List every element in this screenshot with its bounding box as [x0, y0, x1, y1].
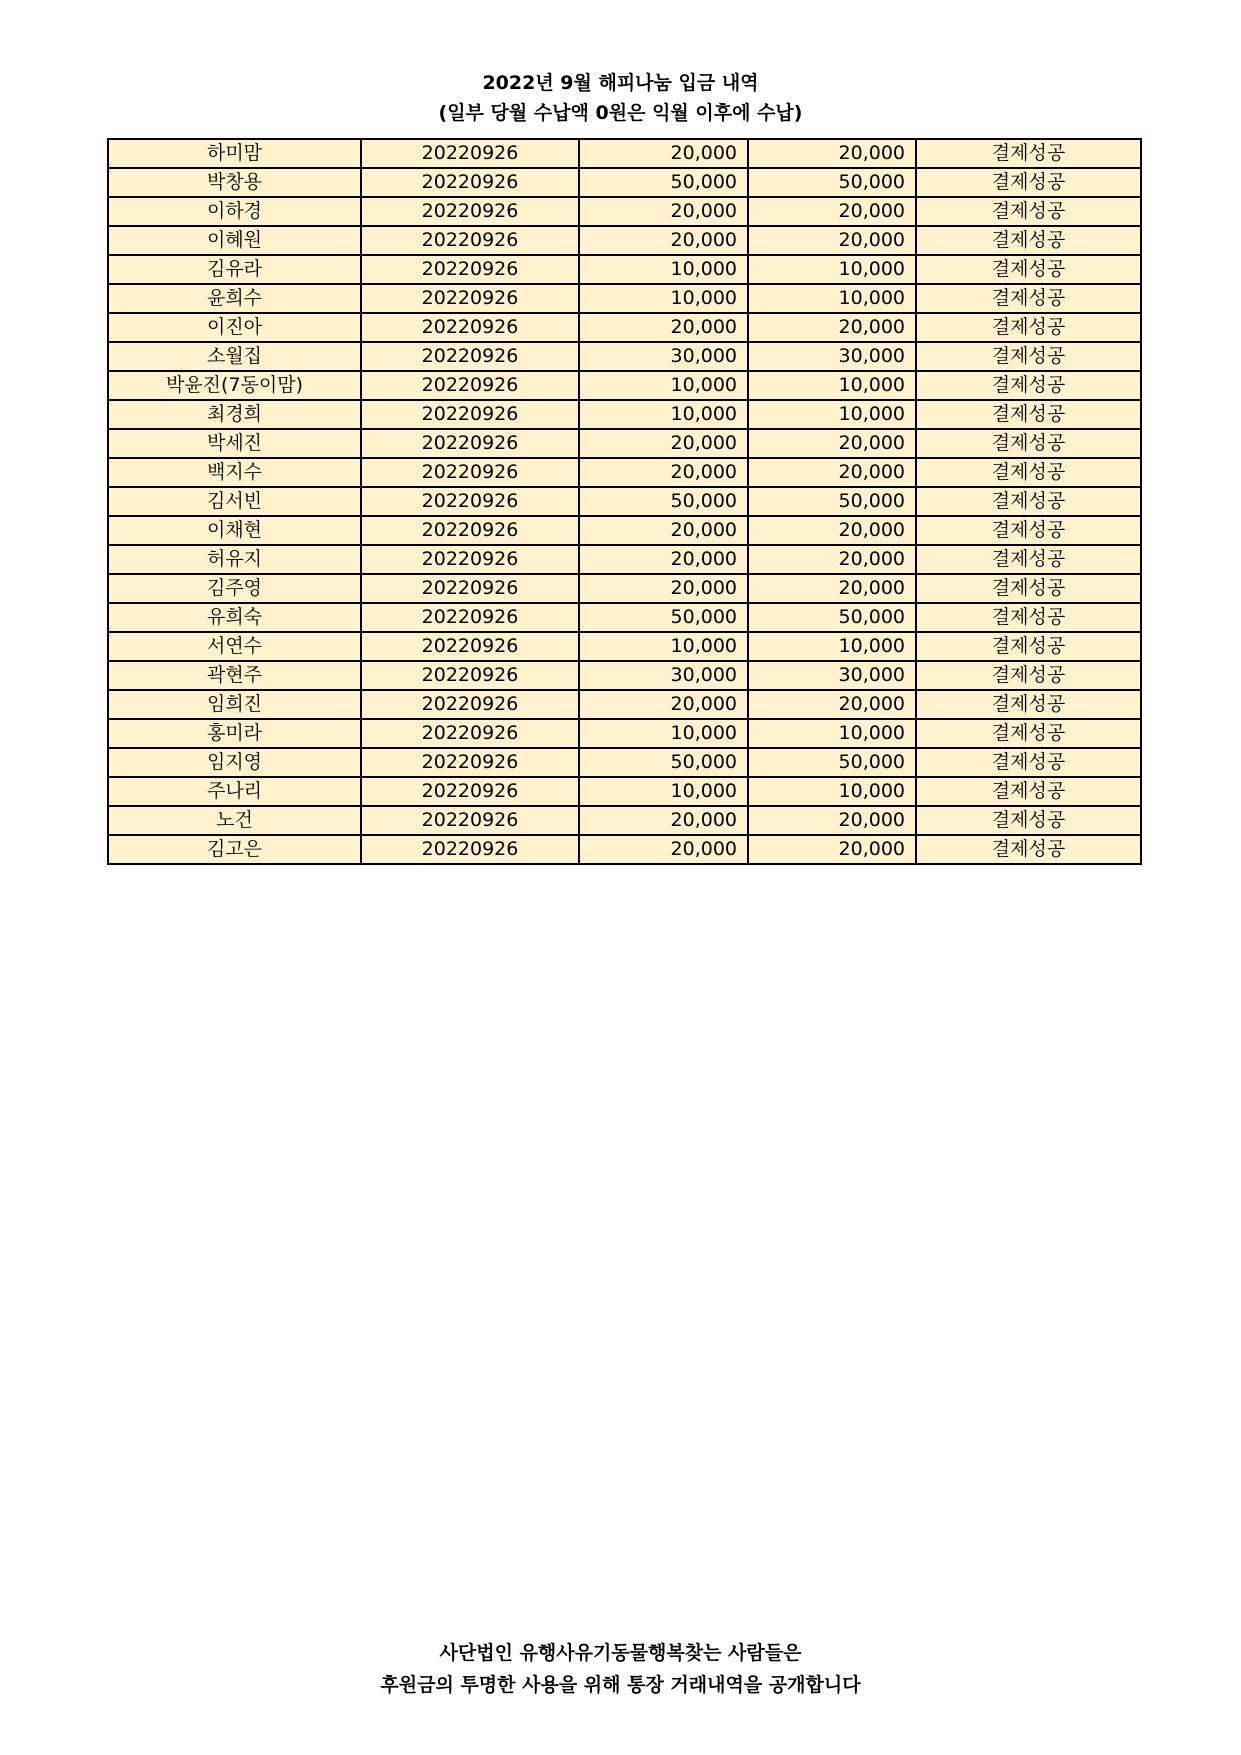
payment-status-cell: 결제성공 [916, 748, 1141, 777]
payment-status-cell: 결제성공 [916, 168, 1141, 197]
donor-name-cell: 김서빈 [108, 487, 361, 516]
donor-name-cell: 김주영 [108, 574, 361, 603]
pledged-amount-cell: 20,000 [579, 516, 748, 545]
deposit-date-cell: 20220926 [361, 690, 579, 719]
deposit-date-cell: 20220926 [361, 139, 579, 168]
table-row [108, 168, 1141, 197]
pledged-amount-cell: 20,000 [579, 574, 748, 603]
donor-name-cell: 이하경 [108, 197, 361, 226]
pledged-amount-cell: 20,000 [579, 806, 748, 835]
received-amount-cell: 10,000 [748, 719, 916, 748]
received-amount-cell: 10,000 [748, 284, 916, 313]
footer-line-2: 후원금의 투명한 사용을 위해 통장 거래내역을 공개합니다 [380, 1674, 861, 1696]
deposit-date-cell: 20220926 [361, 226, 579, 255]
payment-status-cell: 결제성공 [916, 139, 1141, 168]
pledged-amount-cell: 10,000 [579, 777, 748, 806]
payment-status-cell: 결제성공 [916, 690, 1141, 719]
table-row [108, 574, 1141, 603]
received-amount-cell: 50,000 [748, 748, 916, 777]
received-amount-cell: 20,000 [748, 429, 916, 458]
donor-name-cell: 소월집 [108, 342, 361, 371]
deposit-date-cell: 20220926 [361, 574, 579, 603]
donor-name-cell: 박창용 [108, 168, 361, 197]
table-row [108, 603, 1141, 632]
table-row [108, 690, 1141, 719]
donor-name-cell: 주나리 [108, 777, 361, 806]
donor-name-cell: 윤희수 [108, 284, 361, 313]
pledged-amount-cell: 30,000 [579, 342, 748, 371]
received-amount-cell: 50,000 [748, 487, 916, 516]
deposit-date-cell: 20220926 [361, 429, 579, 458]
received-amount-cell: 20,000 [748, 835, 916, 864]
donor-name-cell: 최경희 [108, 400, 361, 429]
received-amount-cell: 20,000 [748, 516, 916, 545]
deposit-date-cell: 20220926 [361, 632, 579, 661]
table-row [108, 429, 1141, 458]
received-amount-cell: 20,000 [748, 806, 916, 835]
table-row [108, 748, 1141, 777]
payment-status-cell: 결제성공 [916, 835, 1141, 864]
table-row [108, 835, 1141, 864]
deposit-date-cell: 20220926 [361, 168, 579, 197]
deposit-date-cell: 20220926 [361, 284, 579, 313]
pledged-amount-cell: 10,000 [579, 400, 748, 429]
payment-status-cell: 결제성공 [916, 719, 1141, 748]
deposit-date-cell: 20220926 [361, 371, 579, 400]
received-amount-cell: 20,000 [748, 458, 916, 487]
deposit-date-cell: 20220926 [361, 458, 579, 487]
received-amount-cell: 10,000 [748, 777, 916, 806]
deposit-date-cell: 20220926 [361, 806, 579, 835]
payment-status-cell: 결제성공 [916, 574, 1141, 603]
payment-status-cell: 결제성공 [916, 661, 1141, 690]
table-row [108, 777, 1141, 806]
payment-status-cell: 결제성공 [916, 516, 1141, 545]
page-subtitle: (일부 당월 수납액 0원은 익월 이후에 수납) [438, 102, 803, 124]
received-amount-cell: 20,000 [748, 139, 916, 168]
table-row [108, 284, 1141, 313]
pledged-amount-cell: 20,000 [579, 835, 748, 864]
pledged-amount-cell: 20,000 [579, 429, 748, 458]
pledged-amount-cell: 50,000 [579, 603, 748, 632]
payment-status-cell: 결제성공 [916, 806, 1141, 835]
table-row [108, 197, 1141, 226]
deposit-date-cell: 20220926 [361, 545, 579, 574]
pledged-amount-cell: 10,000 [579, 632, 748, 661]
payment-status-cell: 결제성공 [916, 284, 1141, 313]
received-amount-cell: 30,000 [748, 661, 916, 690]
table-row [108, 661, 1141, 690]
received-amount-cell: 10,000 [748, 371, 916, 400]
pledged-amount-cell: 50,000 [579, 168, 748, 197]
deposit-date-cell: 20220926 [361, 748, 579, 777]
donor-name-cell: 곽현주 [108, 661, 361, 690]
table-row [108, 226, 1141, 255]
deposit-date-cell: 20220926 [361, 197, 579, 226]
pledged-amount-cell: 10,000 [579, 255, 748, 284]
donor-name-cell: 이채현 [108, 516, 361, 545]
deposit-date-cell: 20220926 [361, 516, 579, 545]
payment-status-cell: 결제성공 [916, 777, 1141, 806]
donor-name-cell: 허유지 [108, 545, 361, 574]
donor-name-cell: 김유라 [108, 255, 361, 284]
table-row [108, 342, 1141, 371]
payment-status-cell: 결제성공 [916, 226, 1141, 255]
payment-status-cell: 결제성공 [916, 545, 1141, 574]
footer-line-1: 사단법인 유행사유기동물행복찾는 사람들은 [439, 1642, 802, 1664]
pledged-amount-cell: 20,000 [579, 313, 748, 342]
table-row [108, 719, 1141, 748]
pledged-amount-cell: 50,000 [579, 748, 748, 777]
table-row [108, 458, 1141, 487]
payment-status-cell: 결제성공 [916, 371, 1141, 400]
table-row [108, 400, 1141, 429]
received-amount-cell: 30,000 [748, 342, 916, 371]
donor-name-cell: 유희숙 [108, 603, 361, 632]
pledged-amount-cell: 20,000 [579, 139, 748, 168]
deposit-date-cell: 20220926 [361, 487, 579, 516]
donor-name-cell: 이진아 [108, 313, 361, 342]
page-title: 2022년 9월 해피나눔 입금 내역 [482, 72, 759, 94]
donor-name-cell: 박세진 [108, 429, 361, 458]
received-amount-cell: 50,000 [748, 168, 916, 197]
deposit-date-cell: 20220926 [361, 835, 579, 864]
payment-status-cell: 결제성공 [916, 342, 1141, 371]
table-row [108, 255, 1141, 284]
donor-name-cell: 서연수 [108, 632, 361, 661]
payment-status-cell: 결제성공 [916, 458, 1141, 487]
pledged-amount-cell: 20,000 [579, 545, 748, 574]
donor-name-cell: 백지수 [108, 458, 361, 487]
received-amount-cell: 50,000 [748, 603, 916, 632]
table-row [108, 139, 1141, 168]
payment-status-cell: 결제성공 [916, 197, 1141, 226]
pledged-amount-cell: 10,000 [579, 719, 748, 748]
payment-status-cell: 결제성공 [916, 400, 1141, 429]
received-amount-cell: 10,000 [748, 632, 916, 661]
pledged-amount-cell: 20,000 [579, 690, 748, 719]
table-row [108, 371, 1141, 400]
deposit-date-cell: 20220926 [361, 313, 579, 342]
deposit-date-cell: 20220926 [361, 777, 579, 806]
pledged-amount-cell: 10,000 [579, 284, 748, 313]
received-amount-cell: 20,000 [748, 226, 916, 255]
received-amount-cell: 10,000 [748, 400, 916, 429]
received-amount-cell: 20,000 [748, 313, 916, 342]
pledged-amount-cell: 20,000 [579, 458, 748, 487]
received-amount-cell: 20,000 [748, 690, 916, 719]
donor-name-cell: 김고은 [108, 835, 361, 864]
pledged-amount-cell: 20,000 [579, 226, 748, 255]
table-row [108, 313, 1141, 342]
donor-name-cell: 박윤진(7동이맘) [108, 371, 361, 400]
deposit-date-cell: 20220926 [361, 255, 579, 284]
deposit-date-cell: 20220926 [361, 661, 579, 690]
payment-status-cell: 결제성공 [916, 429, 1141, 458]
donor-name-cell: 임지영 [108, 748, 361, 777]
table-row [108, 487, 1141, 516]
donor-name-cell: 이혜원 [108, 226, 361, 255]
received-amount-cell: 10,000 [748, 255, 916, 284]
payment-status-cell: 결제성공 [916, 255, 1141, 284]
donor-name-cell: 홍미라 [108, 719, 361, 748]
pledged-amount-cell: 20,000 [579, 197, 748, 226]
deposit-date-cell: 20220926 [361, 342, 579, 371]
donor-name-cell: 노건 [108, 806, 361, 835]
deposit-table-body [108, 139, 1141, 864]
deposit-date-cell: 20220926 [361, 603, 579, 632]
received-amount-cell: 20,000 [748, 545, 916, 574]
pledged-amount-cell: 10,000 [579, 371, 748, 400]
table-row [108, 516, 1141, 545]
pledged-amount-cell: 50,000 [579, 487, 748, 516]
donor-name-cell: 임희진 [108, 690, 361, 719]
table-row [108, 806, 1141, 835]
table-row [108, 632, 1141, 661]
payment-status-cell: 결제성공 [916, 487, 1141, 516]
deposit-date-cell: 20220926 [361, 719, 579, 748]
deposit-table [107, 138, 1142, 865]
received-amount-cell: 20,000 [748, 197, 916, 226]
deposit-date-cell: 20220926 [361, 400, 579, 429]
received-amount-cell: 20,000 [748, 574, 916, 603]
donor-name-cell: 하미맘 [108, 139, 361, 168]
payment-status-cell: 결제성공 [916, 603, 1141, 632]
payment-status-cell: 결제성공 [916, 313, 1141, 342]
table-row [108, 545, 1141, 574]
pledged-amount-cell: 30,000 [579, 661, 748, 690]
payment-status-cell: 결제성공 [916, 632, 1141, 661]
